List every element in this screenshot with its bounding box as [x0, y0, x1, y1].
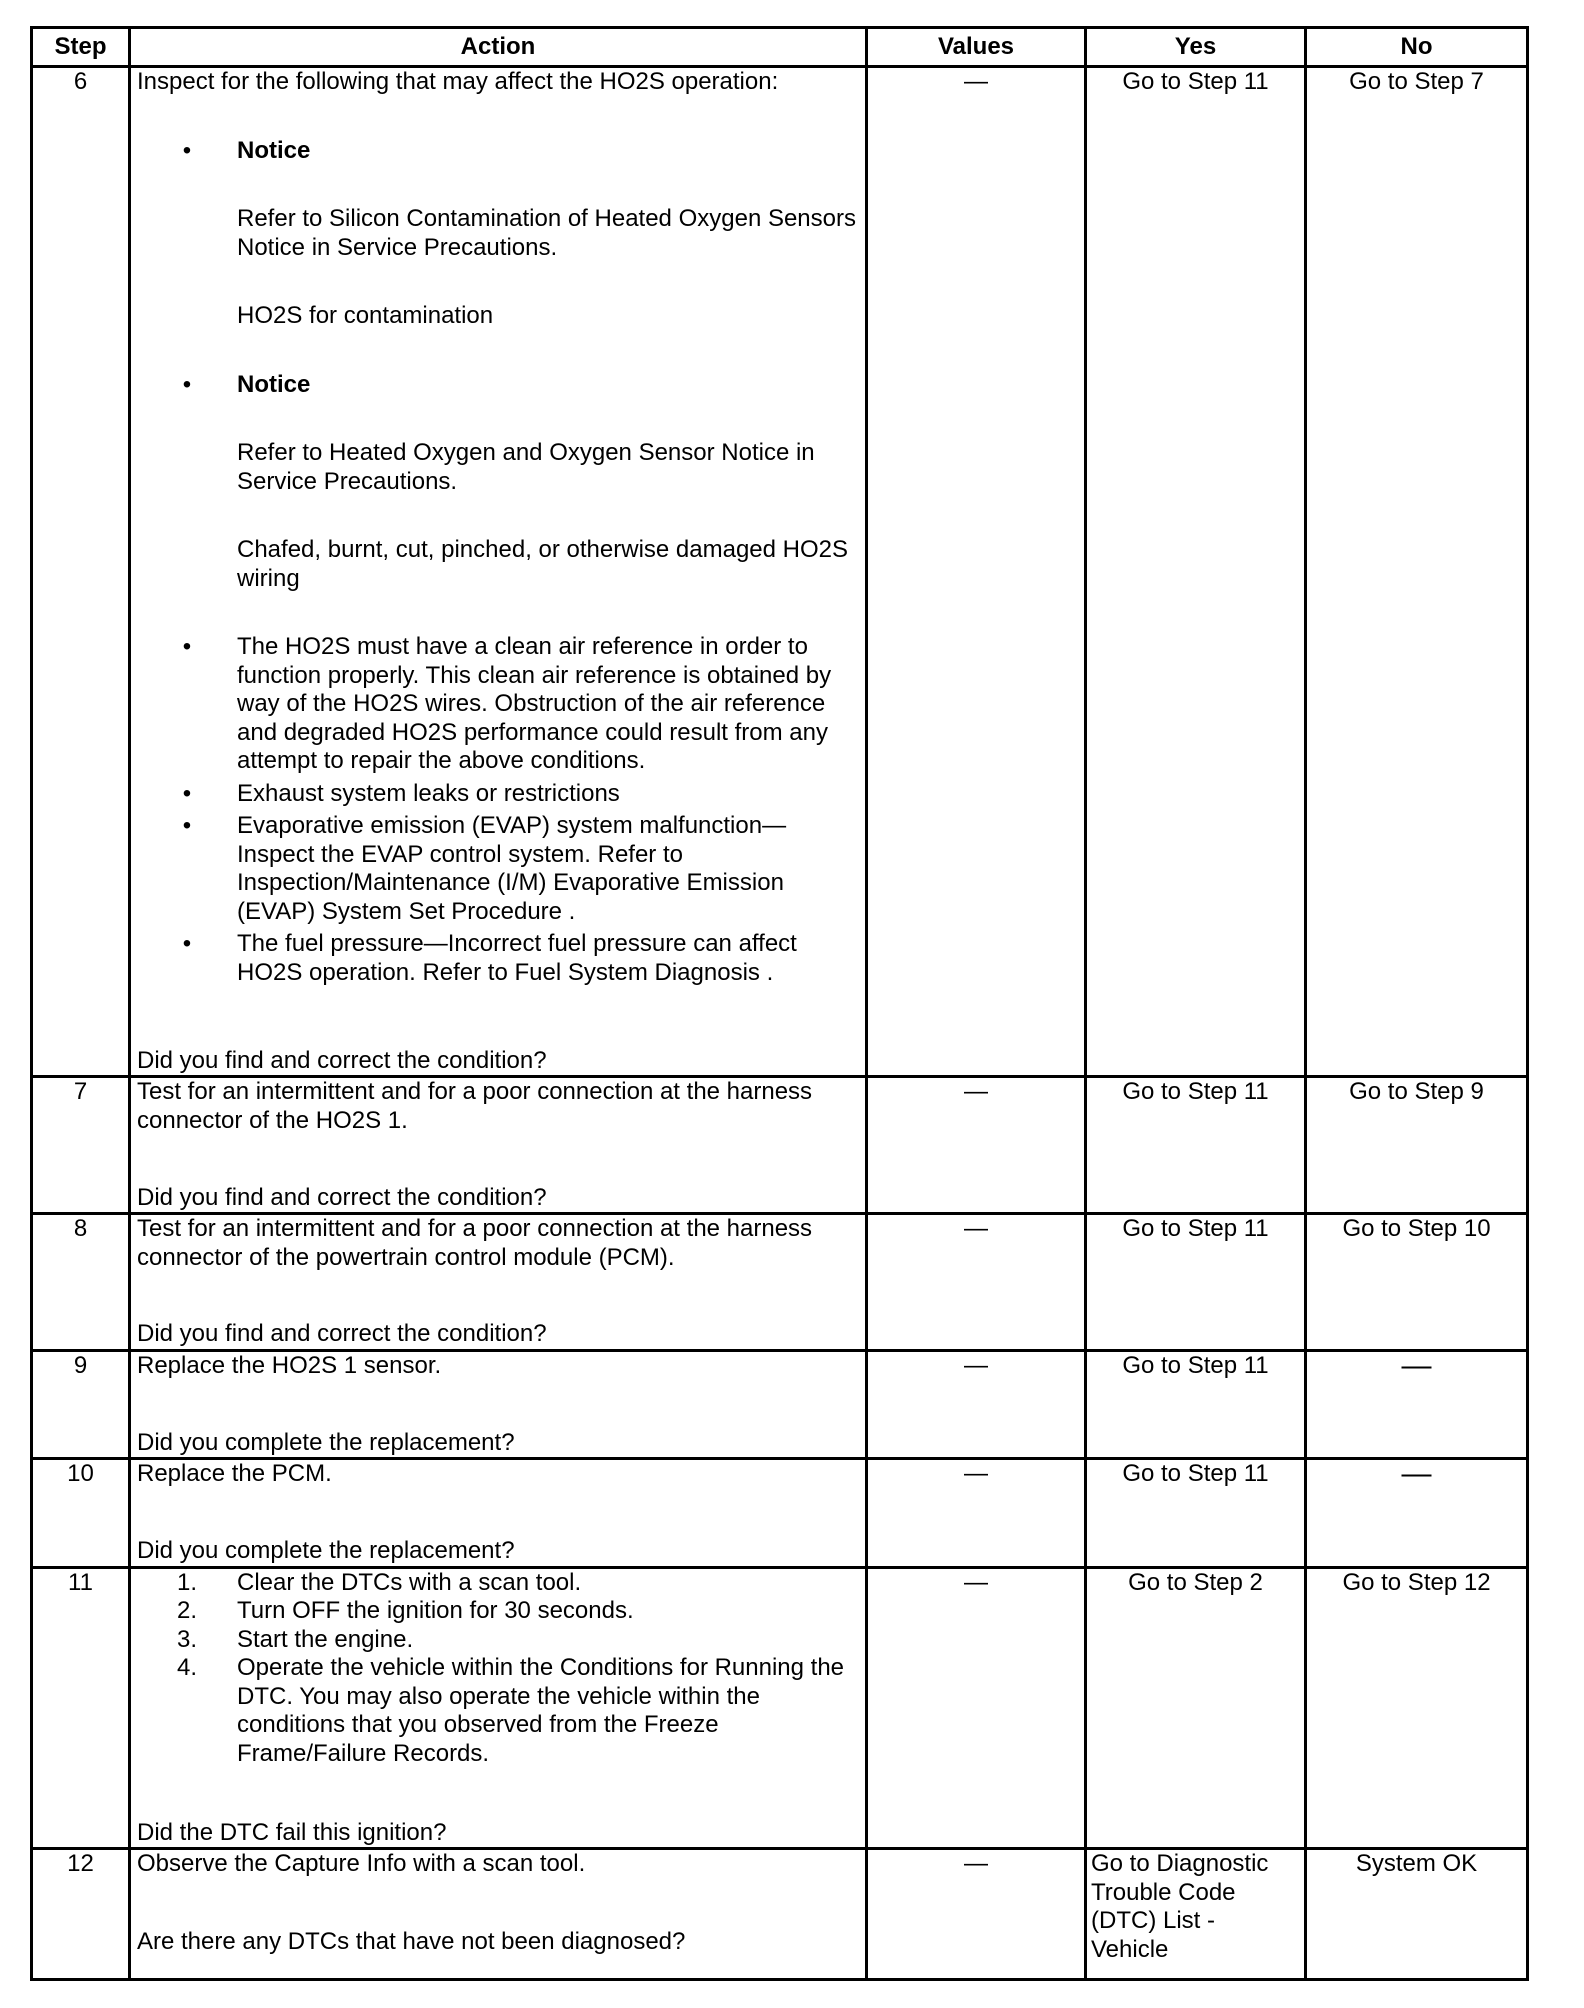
no-value: — [1401, 1457, 1432, 1491]
action-cell [130, 1077, 867, 1214]
action-cell [130, 1459, 867, 1568]
no-cell: Go to Step 9 [1306, 1077, 1528, 1214]
values-cell: — [867, 1849, 1086, 1980]
list-number: 1. [176, 1568, 197, 1596]
diagnostic-table [30, 26, 1529, 1981]
no-value: — [1401, 1348, 1432, 1382]
list-number: 2. [176, 1597, 197, 1625]
notice-title: Notice [237, 136, 311, 164]
list-number: 4. [176, 1654, 197, 1682]
values-cell: — [867, 67, 1086, 1077]
list-item [137, 1626, 859, 1655]
values-cell: — [867, 1459, 1086, 1568]
table-row-step-7 [32, 1077, 1528, 1214]
list-item [137, 633, 859, 776]
list-text: Turn OFF the ignition for 30 seconds. [237, 1597, 634, 1625]
yes-cell: Go to Diagnostic Trouble Code (DTC) List - Vehicle [1086, 1849, 1306, 1980]
list-number: 3. [176, 1625, 197, 1653]
values-cell: — [867, 1350, 1086, 1459]
bullet-text: Evaporative emission (EVAP) system malfunction—Inspect the EVAP control system. Refer to Inspection/Maintenance (I/M) Evaporative Emission (EVAP) System Set Procedure . [237, 812, 787, 925]
step-number: 12 [32, 1849, 130, 1980]
action-question: Did you find and correct the condition? [137, 1183, 547, 1211]
bullet-icon: • [182, 930, 192, 958]
list-item [137, 780, 859, 809]
header-action: Action [130, 28, 867, 67]
action-text: Replace the HO2S 1 sensor. [137, 1351, 442, 1379]
action-text: Replace the PCM. [137, 1460, 332, 1488]
yes-cell: Go to Step 11 [1086, 1214, 1306, 1351]
header-step: Step [32, 28, 130, 67]
action-question: Did the DTC fail this ignition? [137, 1818, 447, 1846]
list-item [137, 1597, 859, 1626]
yes-cell: Go to Step 11 [1086, 1350, 1306, 1459]
list-item [137, 812, 859, 926]
table-row-step-6 [32, 67, 1528, 1077]
action-question: Did you complete the replacement? [137, 1428, 515, 1456]
step-number: 11 [32, 1567, 130, 1848]
action-question: Did you complete the replacement? [137, 1537, 515, 1565]
step-number: 8 [32, 1214, 130, 1351]
action-text: Test for an intermittent and for a poor connection at the harness connector of the powertrain control module (PCM). [137, 1215, 813, 1271]
bullet-text: The fuel pressure—Incorrect fuel pressure can affect HO2S operation. Refer to Fuel System Diagnosis . [237, 930, 797, 986]
list-text: Operate the vehicle within the Conditions for Running the DTC. You may also operate the vehicle within the conditions that you observed from the Freeze Frame/Failure Records. [237, 1654, 845, 1767]
table-row-step-8 [32, 1214, 1528, 1351]
list-item [137, 1569, 859, 1598]
bullet-icon: • [182, 779, 192, 807]
action-cell [130, 1350, 867, 1459]
values-cell: — [867, 1077, 1086, 1214]
values-cell: — [867, 1214, 1086, 1351]
list-item [137, 1654, 859, 1768]
no-cell [1306, 1459, 1528, 1568]
bullet-text: The HO2S must have a clean air reference in order to function properly. This clean air reference is obtained by way of the HO2S wires. Obstruction of the air reference and degraded HO2S performance could result from any attempt to repair the above conditions. [237, 633, 832, 775]
action-question: Are there any DTCs that have not been diagnosed? [137, 1927, 686, 1955]
bullet-icon: • [182, 370, 192, 398]
no-cell: Go to Step 12 [1306, 1567, 1528, 1848]
notice-item: Chafed, burnt, cut, pinched, or otherwise damaged HO2S wiring [237, 536, 849, 592]
list-text: Start the engine. [237, 1625, 414, 1653]
list-item [137, 930, 859, 987]
notice-title: Notice [237, 370, 311, 398]
table-row-step-9 [32, 1350, 1528, 1459]
notice-item: HO2S for contamination [237, 302, 494, 330]
no-cell [1306, 1350, 1528, 1459]
step-number: 7 [32, 1077, 130, 1214]
yes-cell: Go to Step 11 [1086, 1077, 1306, 1214]
table-row-step-12 [32, 1849, 1528, 1980]
action-intro: Inspect for the following that may affect the HO2S operation: [137, 68, 779, 96]
action-cell [130, 1214, 867, 1351]
action-text: Observe the Capture Info with a scan tool. [137, 1850, 586, 1878]
bullet-text: Exhaust system leaks or restrictions [237, 779, 620, 807]
yes-cell: Go to Step 11 [1086, 1459, 1306, 1568]
no-cell: Go to Step 7 [1306, 67, 1528, 1077]
bullet-icon: • [182, 136, 192, 164]
bullet-icon: • [182, 812, 192, 840]
no-cell: Go to Step 10 [1306, 1214, 1528, 1351]
step-number: 9 [32, 1350, 130, 1459]
bullet-icon: • [182, 633, 192, 661]
header-row [32, 28, 1528, 67]
list-text: Clear the DTCs with a scan tool. [237, 1568, 582, 1596]
notice-text: Refer to Heated Oxygen and Oxygen Sensor Notice in Service Precautions. [237, 439, 815, 495]
notice-text: Refer to Silicon Contamination of Heated Oxygen Sensors Notice in Service Precautions. [237, 205, 856, 261]
step-number: 10 [32, 1459, 130, 1568]
action-cell [130, 1567, 867, 1848]
header-no: No [1306, 28, 1528, 67]
action-cell [130, 67, 867, 1077]
yes-cell: Go to Step 2 [1086, 1567, 1306, 1848]
action-question: Did you find and correct the condition? [137, 1320, 547, 1348]
table-row-step-11 [32, 1567, 1528, 1848]
no-cell: System OK [1306, 1849, 1528, 1980]
list-item [137, 371, 859, 400]
step-number: 6 [32, 67, 130, 1077]
values-cell: — [867, 1567, 1086, 1848]
action-text: Test for an intermittent and for a poor connection at the harness connector of the HO2S 1. [137, 1078, 813, 1134]
action-question: Did you find and correct the condition? [137, 1046, 547, 1074]
list-item [137, 137, 859, 166]
header-values: Values [867, 28, 1086, 67]
yes-cell: Go to Step 11 [1086, 67, 1306, 1077]
action-cell [130, 1849, 867, 1980]
table-row-step-10 [32, 1459, 1528, 1568]
header-yes: Yes [1086, 28, 1306, 67]
